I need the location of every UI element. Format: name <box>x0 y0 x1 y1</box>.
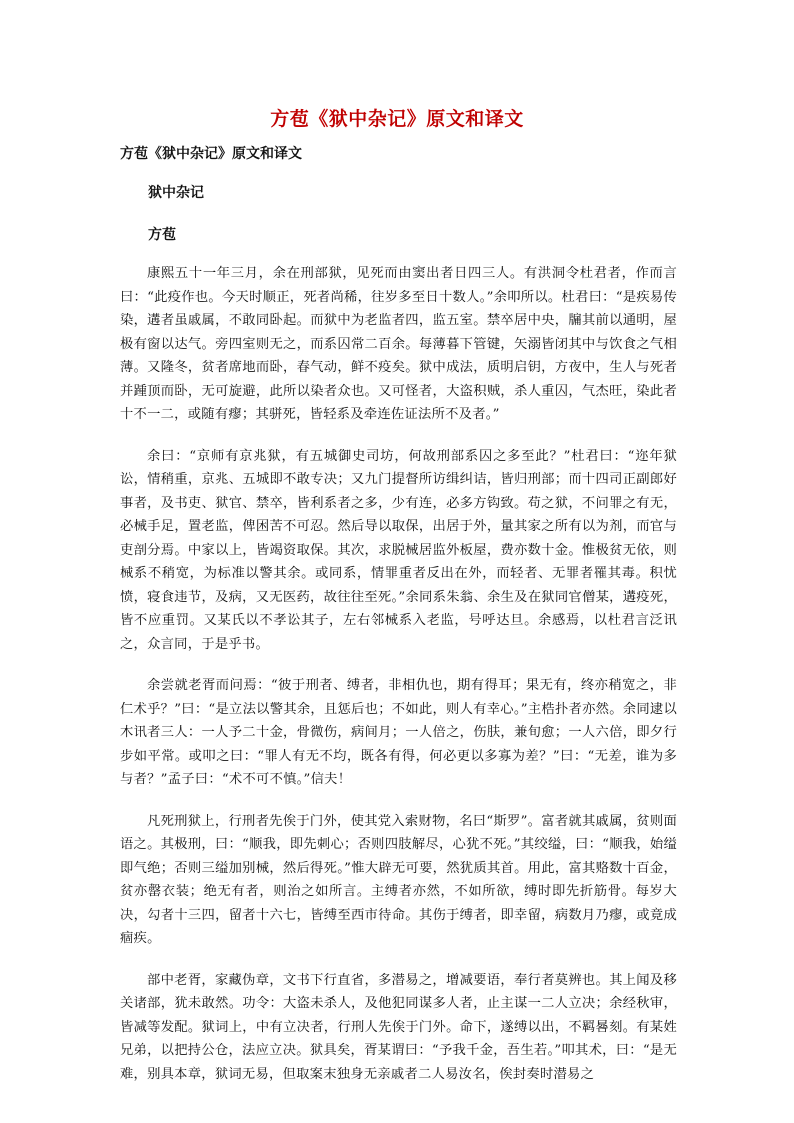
body-text <box>120 262 677 1117</box>
author-name: 方苞 <box>148 227 176 243</box>
paragraph: 康熙五十一年三月，余在刑部狱，见死而由窦出者日四三人。有洪洞令杜君者，作而言曰：“此疫作也。今天时顺正，死者尚稀，往岁多至日十数人。”余叩所以。杜君曰：“是疾易传染，遘者虽戚属，不敢同卧起。而狱中为老监者四，监五室。禁卒居中央，牖其前以通明，屋极有窗以达气。旁四室则无之，而系囚常二百余。每薄暮下管键，矢溺皆闭其中与饮食之气相薄。又隆冬，贫者席地而卧，春气动，鲜不疫矣。狱中成法，质明启钥，方夜中，生人与死者并踵顶而卧，无可旋避，此所以染者众也。又可怪者，大盗积贼，杀人重囚，气杰旺，染此者十不一二，或随有瘳；其骈死，皆轻系及牵连佐证法所不及者。” <box>120 266 677 422</box>
document-title: 方苞《狱中杂记》原文和译文 <box>270 108 524 130</box>
section-title: 狱中杂记 <box>148 185 204 201</box>
paragraph: 凡死刑狱上，行刑者先俟于门外，使其党入索财物，名曰“斯罗”。富者就其戚属，贫则面语之。其极刑，曰：“顺我，即先刺心；否则四肢解尽，心犹不死。”其绞缢，曰：“顺我，始缢即气绝；否则三缢加别械，然后得死。”惟大辟无可要，然犹质其首。用此，富其赂数十百金，贫亦罄衣装；绝无有者，则治之如所言。主缚者亦然，不如所欲，缚时即先折筋骨。每岁大决，勾者十三四，留者十六七，皆缚至西市待命。其伤于缚者，即幸留，病数月乃瘳，或竟成痼疾。 <box>120 813 677 946</box>
paragraph: 余尝就老胥而问焉：“彼于刑者、缚者，非相仇也，期有得耳；果无有，终亦稍宽之，非仁术乎？”曰：“是立法以警其余，且惩后也；不如此，则人有幸心。”主梏扑者亦然。余同逮以木讯者三人：一人予二十金，骨微伤，病间月；一人倍之，伤肤，兼旬愈；一人六倍，即夕行步如平常。或叩之曰：“罪人有无不均，既各有得，何必更以多寡为差？”曰：“无差，谁为多与者？”孟子曰：“术不可不慎。”信夫！ <box>120 678 677 787</box>
paragraph: 余曰：“京师有京兆狱，有五城御史司坊，何故刑部系囚之多至此？”杜君曰：“迩年狱讼，情稍重，京兆、五城即不敢专决；又九门提督所访缉纠诘，皆归刑部；而十四司正副郎好事者，及书吏、狱官、禁卒，皆利系者之多，少有连，必多方钩致。苟之狱，不问罪之有无，必械手足，置老监，俾困苦不可忍。然后导以取保，出居于外，量其家之所有以为剂，而官与吏剖分焉。中家以上，皆竭资取保。其次，求脱械居监外板屋，费亦数十金。惟极贫无依，则械系不稍宽，为标准以警其余。或同系，情罪重者反出在外，而轻者、无罪者罹其毒。积忧愤，寝食违节，及病，又无医药，故往往至死。”余同系朱翁、余生及在狱同官僧某，遘疫死，皆不应重罚。又某氏以不孝讼其子，左右邻械系入老监，号呼达旦。余感焉，以杜君言泛讯之，众言同，于是乎书。 <box>120 448 677 652</box>
document-subtitle: 方苞《狱中杂记》原文和译文 <box>120 146 302 162</box>
paragraph: 部中老胥，家藏伪章，文书下行直省，多潜易之，增减要语，奉行者莫辨也。其上闻及移关诸部，犹未敢然。功令：大盗未杀人，及他犯同谋多人者，止主谋一二人立决；余经秋审，皆减等发配。狱词上，中有立决者，行刑人先俟于门外。命下，遂缚以出，不羁晷刻。有某姓兄弟，以把持公仓，法应立决。狱具矣，胥某谓曰：“予我千金，吾生若。”叩其术，曰：“是无难，别具本章，狱词无易，但取案末独身无亲戚者二人易汝名，俟封奏时潜易之 <box>120 972 677 1082</box>
